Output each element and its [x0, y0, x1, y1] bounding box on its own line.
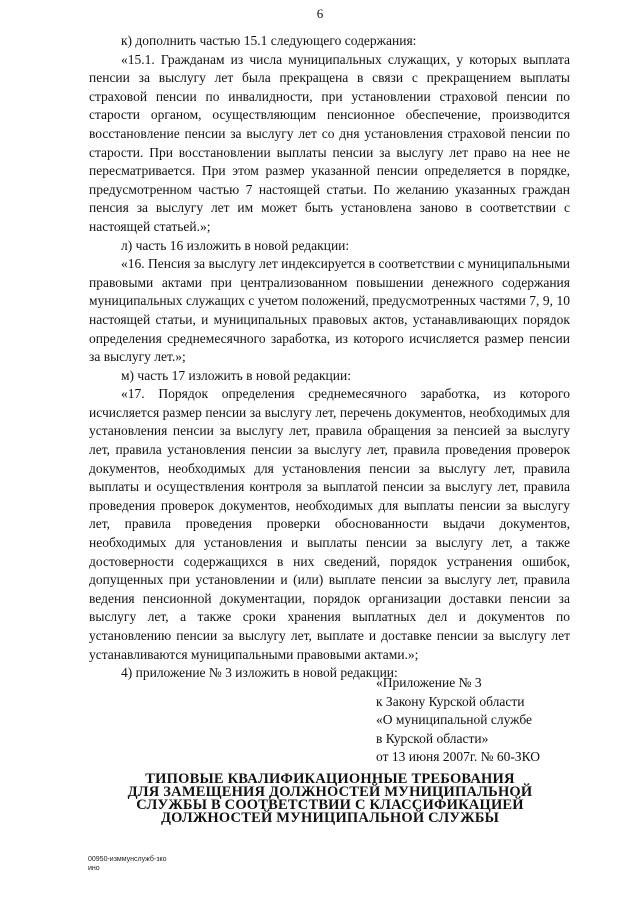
paragraph-l-intro: л) часть 16 изложить в новой редакции: [121, 237, 350, 253]
appendix-line: в Курской области» [376, 730, 489, 746]
paragraph-4-intro: 4) приложение № 3 изложить в новой редакции: [121, 665, 398, 681]
appendix-line: от 13 июня 2007г. № 60-ЗКО [376, 749, 541, 765]
paragraph-17: «17. Порядок определения среднемесячного заработка, из которого исчисляется размер пенсии за выслугу лет, перечень документов, необходимых для установления пенсии за выслугу лет, правила обращения за пенсией за выслугу лет, правила установления пенсии за выслугу лет, правила проведения проверок документов, необходимых для установления пенсии за выслугу лет, правила выплаты и осуществления контроля за выплатой пенсии за выслугу лет, правила проведения проверок документов, необходимых для выплаты пенсии за выслугу лет, правила проведения проверки обоснованности выдачи документов, необходимых для установления и выплаты пенсии за выслугу лет, а также достоверности содержащихся в них сведений, порядок устранения ошибок, допущенных при установлении и (или) выплате пенсии за выслугу лет, правила ведения пенсионной документации, порядок организации доставки пенсии за выслугу лет, а также сроки хранения выплатных дел и документов по установлению пенсии за выслугу лет, выплате и доставке пенсии за выслугу лет устанавливаются муниципальными правовыми актами.»; [89, 386, 570, 662]
footer-line: 00950-изммунслужб-зко [88, 856, 167, 863]
heading-line: ДЛЯ ЗАМЕЩЕНИЯ ДОЛЖНОСТЕЙ МУНИЦИПАЛЬНОЙ [127, 784, 533, 800]
heading-line: СЛУЖБЫ В СООТВЕТСТВИИ С КЛАССИФИКАЦИЕЙ [136, 797, 524, 813]
appendix-line: к Закону Курской области [376, 693, 525, 709]
paragraph-k-intro: к) дополнить частью 15.1 следующего содержания: [121, 33, 417, 48]
footer-file-code [88, 855, 288, 873]
page-number: 6 [316, 6, 324, 21]
heading-line: ТИПОВЫЕ КВАЛИФИКАЦИОННЫЕ ТРЕБОВАНИЯ [145, 771, 515, 787]
paragraph-15-1: «15.1. Гражданам из числа муниципальных служащих, у которых выплата пенсии за выслугу лет была прекращена в связи с прекращением выплаты страховой пенсии по инвалидности, при установлении страховой пенсии по старости органом, осуществляющим пенсионное обеспечение, производится восстановление пенсии за выслугу лет со дня установления страховой пенсии по старости. При восстановлении выплаты пенсии за выслугу лет право на нее не пересматривается. При этом размер указанной пенсии определяется в порядке, предусмотренном частью 7 настоящей статьи. По желанию указанных граждан пенсия за выслугу лет им может быть установлена заново в соответствии с настоящей статьей.»; [89, 51, 570, 234]
paragraph-m-intro: м) часть 17 изложить в новой редакции: [121, 367, 351, 383]
section-heading [90, 773, 570, 825]
paragraph-16: «16. Пенсия за выслугу лет индексируется в соответствии с муниципальными правовыми актами при централизованном повышении денежного содержания муниципальных служащих с учетом положений, предусмотренных частями 7, 9, 10 настоящей статьи, и муниципальных правовых актов, устанавливающих порядок определения среднемесячного заработка, из которого исчисляется размер пенсии за выслугу лет.»; [89, 256, 570, 365]
footer-line: ино [88, 865, 100, 872]
appendix-reference [376, 674, 596, 767]
body-text [89, 32, 570, 683]
appendix-line: «О муниципальной службе [376, 712, 533, 728]
appendix-line: «Приложение № 3 [376, 675, 482, 690]
heading-line: ДОЛЖНОСТЕЙ МУНИЦИПАЛЬНОЙ СЛУЖБЫ [160, 810, 500, 826]
